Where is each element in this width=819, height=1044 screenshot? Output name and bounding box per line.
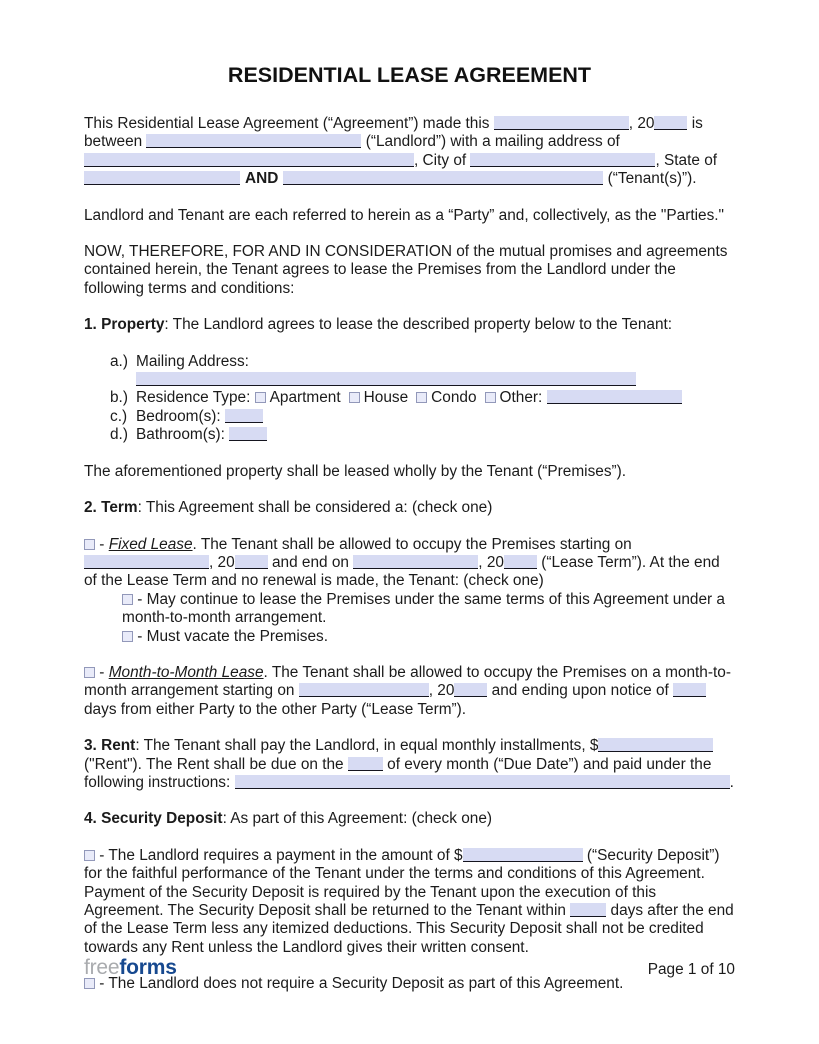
house-label: House bbox=[363, 389, 409, 407]
agreement-year-field[interactable] bbox=[654, 116, 687, 130]
parties-paragraph: Landlord and Tenant are each referred to herein as a “Party” and, collectively, as the "Parties." bbox=[84, 206, 725, 224]
bathrooms-label: Bathroom(s): bbox=[136, 426, 230, 444]
list-item-residence-type bbox=[84, 389, 735, 407]
monthly-seg-5: days from either Party to the other Party (“Lease Term”). bbox=[84, 700, 467, 718]
other-label: Other: bbox=[499, 389, 547, 407]
rent-seg-3: of every month (“Due Date”) and paid under the following instructions: bbox=[84, 755, 712, 791]
property-list bbox=[84, 353, 735, 445]
agreement-day-field[interactable] bbox=[494, 116, 629, 130]
fixed-seg-3: , 20 bbox=[209, 553, 235, 571]
list-item-bedrooms bbox=[84, 408, 735, 426]
tenant-name-field[interactable] bbox=[283, 171, 603, 185]
intro-seg-2: , 20 bbox=[628, 115, 655, 132]
fixed-start-date-field[interactable] bbox=[84, 555, 209, 569]
month-to-month-label: Month-to-Month Lease bbox=[108, 663, 264, 681]
logo-free-text: free bbox=[84, 956, 120, 979]
section-1-heading: 1. Property bbox=[84, 316, 165, 334]
intro-seg-4: (“Landlord”) with a mailing address of bbox=[361, 133, 620, 151]
logo-forms-text: forms bbox=[119, 956, 177, 979]
month-to-month-checkbox[interactable] bbox=[84, 667, 95, 678]
list-item-bathrooms bbox=[84, 426, 735, 444]
deposit-required-paragraph bbox=[84, 847, 735, 957]
fixed-seg-2: . The Tenant shall be allowed to occupy the Premises starting on bbox=[192, 535, 632, 553]
section-2-intro: : This Agreement shall be considered a: (check one) bbox=[137, 499, 493, 517]
option-vacate-label: - Must vacate the Premises. bbox=[133, 627, 329, 645]
deposit-seg-3: days after the end of the Lease Term less any itemized deductions. This Security Deposit shall not be credited towards any Rent unless the Landlord gives their written consent. bbox=[84, 902, 734, 956]
item-a-marker: a.) bbox=[110, 352, 128, 370]
city-field[interactable] bbox=[470, 153, 655, 167]
landlord-name-field[interactable] bbox=[146, 134, 361, 148]
apartment-label: Apartment bbox=[269, 389, 341, 407]
fixed-end-year-field[interactable] bbox=[504, 555, 537, 569]
state-field[interactable] bbox=[84, 171, 240, 185]
section-2-heading: 2. Term bbox=[84, 499, 138, 517]
section-4-heading-paragraph bbox=[84, 810, 735, 828]
consideration-paragraph: NOW, THEREFORE, FOR AND IN CONSIDERATION of the mutual promises and agreements contained herein, the Tenant agrees to lease the Premises from the Landlord under the following terms and conditions: bbox=[84, 243, 728, 297]
fixed-end-date-field[interactable] bbox=[353, 555, 478, 569]
intro-paragraph bbox=[84, 115, 735, 189]
condo-checkbox[interactable] bbox=[416, 392, 427, 403]
intro-seg-1: This Residential Lease Agreement (“Agreement”) made this bbox=[84, 115, 494, 132]
fixed-lease-label: Fixed Lease bbox=[108, 535, 193, 553]
continue-month-to-month-checkbox[interactable] bbox=[122, 594, 133, 605]
monthly-seg-2: . The Tenant shall be allowed to occupy the Premises on a month-to-month arrangement starting on bbox=[84, 663, 731, 700]
bedrooms-label: Bedroom(s): bbox=[136, 407, 225, 425]
rent-seg-2: ("Rent"). The Rent shall be due on the bbox=[84, 755, 348, 773]
deposit-amount-field[interactable] bbox=[463, 848, 583, 862]
item-c-marker: c.) bbox=[110, 407, 128, 425]
freeforms-logo bbox=[84, 956, 177, 980]
other-residence-type-field[interactable] bbox=[547, 390, 682, 404]
list-item-mailing-address bbox=[84, 353, 735, 390]
intro-seg-6: , State of bbox=[655, 151, 718, 169]
fixed-seg-5: , 20 bbox=[478, 553, 504, 571]
section-4-heading: 4. Security Deposit bbox=[84, 810, 223, 828]
fixed-lease-options bbox=[84, 591, 735, 646]
monthly-start-year-field[interactable] bbox=[454, 683, 487, 697]
landlord-mailing-address-field[interactable] bbox=[84, 153, 414, 167]
monthly-start-date-field[interactable] bbox=[299, 683, 429, 697]
section-3-heading: 3. Rent bbox=[84, 737, 136, 755]
month-to-month-paragraph bbox=[84, 664, 735, 719]
rent-amount-field[interactable] bbox=[598, 738, 713, 752]
bedrooms-field[interactable] bbox=[225, 409, 263, 423]
payment-instructions-field[interactable] bbox=[235, 775, 730, 789]
mailing-address-label: Mailing Address: bbox=[136, 352, 249, 370]
page-number: Page 1 of 10 bbox=[647, 960, 735, 978]
fixed-seg-6: (“Lease Term”). At the end of the Lease Term and no renewal is made, the Tenant: (check one) bbox=[84, 553, 720, 590]
fixed-start-year-field[interactable] bbox=[235, 555, 268, 569]
deposit-return-days-field[interactable] bbox=[570, 903, 606, 917]
monthly-seg-3: , 20 bbox=[428, 682, 455, 700]
fixed-lease-checkbox[interactable] bbox=[84, 539, 95, 550]
item-d-marker: d.) bbox=[110, 426, 128, 444]
other-checkbox[interactable] bbox=[485, 392, 496, 403]
section-4-intro: : As part of this Agreement: (check one) bbox=[222, 810, 493, 828]
rent-seg-4: . bbox=[729, 773, 734, 791]
monthly-seg-4: and ending upon notice of bbox=[487, 682, 674, 700]
intro-seg-5: , City of bbox=[414, 151, 471, 169]
deposit-seg-2: (“Security Deposit”) for the faithful performance of the Tenant under the terms and conditions of this Agreement. Payment of the Security Deposit is required by the Tenant upon the execution of this Agreement. The Security Deposit shall be returned to the Tenant within bbox=[84, 846, 720, 919]
premises-note: The aforementioned property shall be leased wholly by the Tenant (“Premises”). bbox=[84, 462, 627, 480]
apartment-checkbox[interactable] bbox=[255, 392, 266, 403]
option-continue-label: - May continue to lease the Premises under the same terms of this Agreement under a month-to-month arrangement. bbox=[122, 590, 725, 627]
page-footer bbox=[84, 956, 735, 980]
no-deposit-label: - The Landlord does not require a Security Deposit as part of this Agreement. bbox=[95, 975, 624, 993]
fixed-dash: - bbox=[95, 535, 109, 553]
option-must-vacate bbox=[122, 628, 735, 646]
property-mailing-address-field[interactable] bbox=[136, 372, 636, 386]
fixed-lease-paragraph bbox=[84, 536, 735, 591]
bathrooms-field[interactable] bbox=[229, 427, 267, 441]
deposit-seg-1: - The Landlord requires a payment in the amount of $ bbox=[95, 846, 463, 864]
house-checkbox[interactable] bbox=[349, 392, 360, 403]
option-continue-month-to-month bbox=[122, 591, 735, 628]
and-conjunction: AND bbox=[245, 170, 279, 188]
condo-label: Condo bbox=[431, 389, 477, 407]
rent-paragraph bbox=[84, 737, 735, 792]
item-b-marker: b.) bbox=[110, 389, 128, 407]
page-title: RESIDENTIAL LEASE AGREEMENT bbox=[227, 63, 592, 87]
deposit-required-checkbox[interactable] bbox=[84, 850, 95, 861]
section-2-heading-paragraph bbox=[84, 499, 735, 517]
intro-seg-3: is between bbox=[84, 115, 703, 151]
rent-seg-1: : The Tenant shall pay the Landlord, in equal monthly installments, $ bbox=[135, 737, 599, 755]
notice-days-field[interactable] bbox=[673, 683, 706, 697]
residence-type-label: Residence Type: bbox=[136, 389, 255, 407]
monthly-dash: - bbox=[95, 663, 109, 681]
section-1-heading-paragraph bbox=[84, 316, 735, 334]
rent-due-day-field[interactable] bbox=[348, 757, 383, 771]
intro-seg-7: (“Tenant(s)”). bbox=[603, 170, 697, 188]
fixed-seg-4: and end on bbox=[267, 553, 354, 571]
section-1-intro: : The Landlord agrees to lease the described property below to the Tenant: bbox=[164, 316, 673, 334]
must-vacate-checkbox[interactable] bbox=[122, 631, 133, 642]
